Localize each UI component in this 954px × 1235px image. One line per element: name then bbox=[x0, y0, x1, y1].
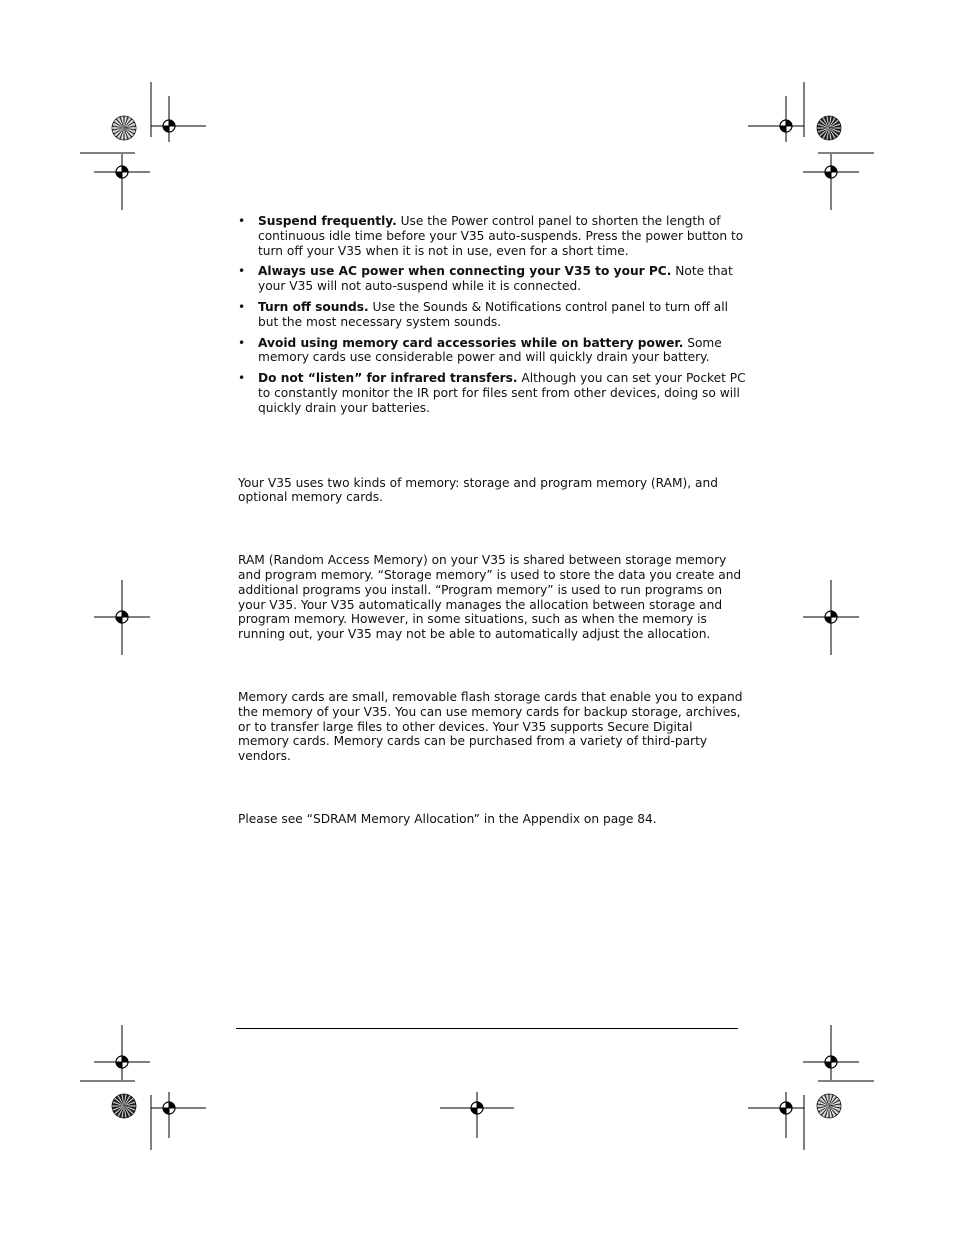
tip-text: Note that your V35 will not auto-suspend while it is connected. bbox=[258, 264, 733, 294]
color-starburst-icon bbox=[817, 1094, 841, 1118]
tip-lead: Always use AC power when connecting your V35 to your PC. bbox=[258, 264, 672, 279]
tip-text: Use the Power control panel to shorten the length of continuous idle time before your V35 auto-suspends. Press the power button to turn off your V35 when it is not in use, even for a short time. bbox=[258, 214, 744, 258]
tip-text: Although you can set your Pocket PC to constantly monitor the IR port for files sent from other devices, doing so will quickly drain your batteries. bbox=[258, 371, 746, 415]
page-content bbox=[238, 214, 746, 827]
bullet-icon: • bbox=[238, 299, 246, 314]
tip-lead: Turn off sounds. bbox=[258, 299, 369, 314]
memory-intro-paragraph: Your V35 uses two kinds of memory: storage and program memory (RAM), and optional memory cards. bbox=[238, 475, 718, 505]
memory-cards-paragraph: Memory cards are small, removable flash storage cards that enable you to expand the memory of your V35. You can use memory cards for backup storage, archives, or to transfer large files to other devices. Your V35 supports Secure Digital memory cards. Memory cards can be purchased from a variety of third-party vendors. bbox=[238, 689, 743, 764]
ram-paragraph: RAM (Random Access Memory) on your V35 is shared between storage memory and program memory. “Storage memory” is used to store the data you create and additional programs you install. “Program memory” is used to run programs on your V35. Your V35 automatically manages the allocation between storage and program memory. However, in some situations, such as when the memory is running out, your V35 may not be able to automatically adjust the allocation. bbox=[238, 553, 742, 642]
tip-lead: Avoid using memory card accessories while on battery power. bbox=[258, 335, 684, 350]
color-starburst-icon bbox=[112, 1094, 136, 1118]
list-item bbox=[238, 214, 746, 258]
bullet-icon: • bbox=[238, 335, 246, 350]
tip-lead: Suspend frequently. bbox=[258, 214, 397, 228]
tip-lead: Do not “listen” for infrared transfers. bbox=[258, 371, 518, 386]
tip-text: Some memory cards use considerable power and will quickly drain your battery. bbox=[258, 335, 722, 365]
color-starburst-icon bbox=[112, 116, 136, 140]
bullet-icon: • bbox=[238, 371, 246, 386]
appendix-reference-paragraph: Please see “SDRAM Memory Allocation” in the Appendix on page 84. bbox=[238, 811, 657, 826]
tip-text: Use the Sounds & Notifications control panel to turn off all but the most necessary system sounds. bbox=[258, 299, 728, 329]
battery-tips-list bbox=[238, 214, 746, 416]
list-item bbox=[238, 300, 746, 330]
list-item bbox=[238, 371, 746, 415]
bullet-icon: • bbox=[238, 264, 246, 279]
list-item bbox=[238, 336, 746, 366]
footer-rule bbox=[236, 1028, 738, 1029]
bullet-icon: • bbox=[238, 214, 246, 228]
list-item bbox=[238, 264, 746, 294]
color-starburst-icon bbox=[817, 116, 841, 140]
